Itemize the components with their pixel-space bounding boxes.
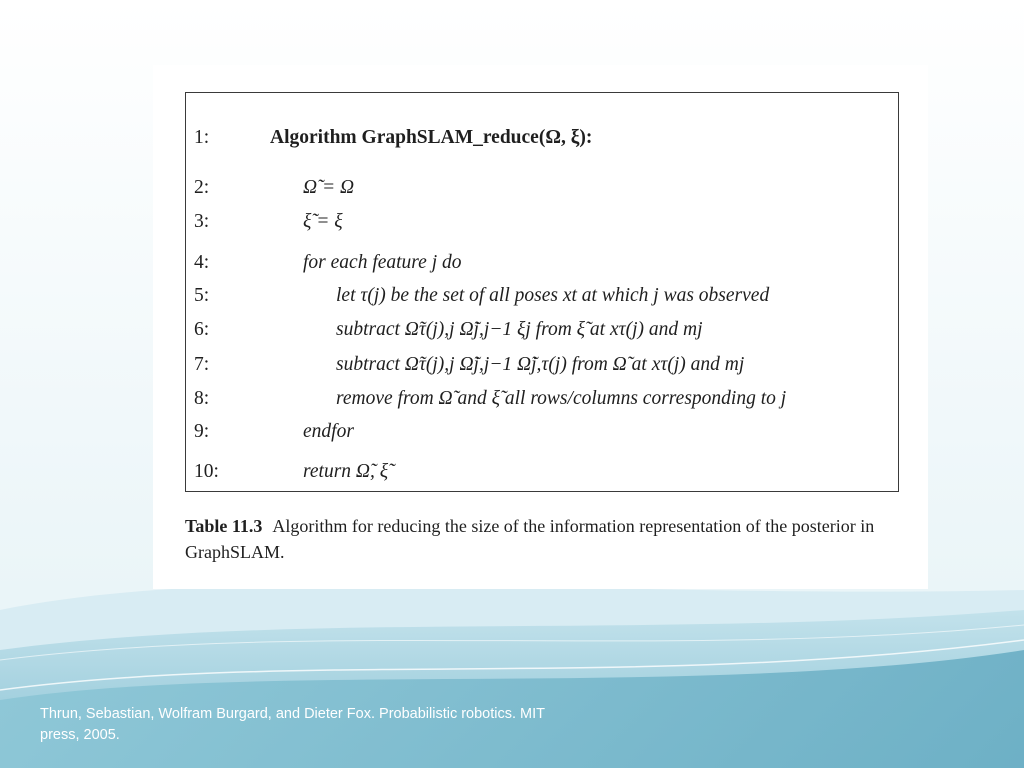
line-number: 3: (194, 211, 210, 232)
line-number: 8: (194, 388, 210, 409)
line-number: 7: (194, 354, 210, 375)
line-number: 9: (194, 421, 210, 442)
line-number: 2: (194, 177, 210, 198)
algorithm-figure (153, 65, 928, 589)
line-text: return Ω̃, ξ̃ (303, 461, 389, 482)
line-text: endfor (303, 421, 354, 442)
line-number: 5: (194, 285, 210, 306)
table-caption (185, 513, 905, 565)
line-number: 1: (194, 127, 210, 148)
line-number: 6: (194, 319, 210, 340)
line-text: Ω̃ = Ω (303, 177, 355, 198)
line-number: 4: (194, 252, 210, 273)
line-text: ξ̃ = ξ (303, 211, 343, 232)
line-text: remove from Ω̃ and ξ̃ all rows/columns corresponding to j (336, 388, 787, 409)
algorithm-title: Algorithm GraphSLAM_reduce(Ω, ξ): (270, 127, 593, 148)
line-text: subtract Ω̃τ(j),j Ω̃j,j−1 ξj from ξ̃ at xτ(j) and mj (336, 319, 703, 340)
caption-text: Algorithm for reducing the size of the information representation of the posterior in GraphSLAM. (185, 516, 875, 562)
line-number: 10: (194, 461, 219, 482)
line-text: for each feature j do (303, 252, 462, 273)
algorithm-box (185, 92, 899, 492)
citation-text: Thrun, Sebastian, Wolfram Burgard, and Dieter Fox. Probabilistic robotics. MIT press, 2005. (40, 706, 545, 743)
line-text: subtract Ω̃τ(j),j Ω̃j,j−1 Ω̃j,τ(j) from Ω̃ at xτ(j) and mj (336, 354, 745, 375)
line-text: let τ(j) be the set of all poses xt at which j was observed (336, 285, 770, 306)
caption-label: Table 11.3 (185, 516, 263, 536)
